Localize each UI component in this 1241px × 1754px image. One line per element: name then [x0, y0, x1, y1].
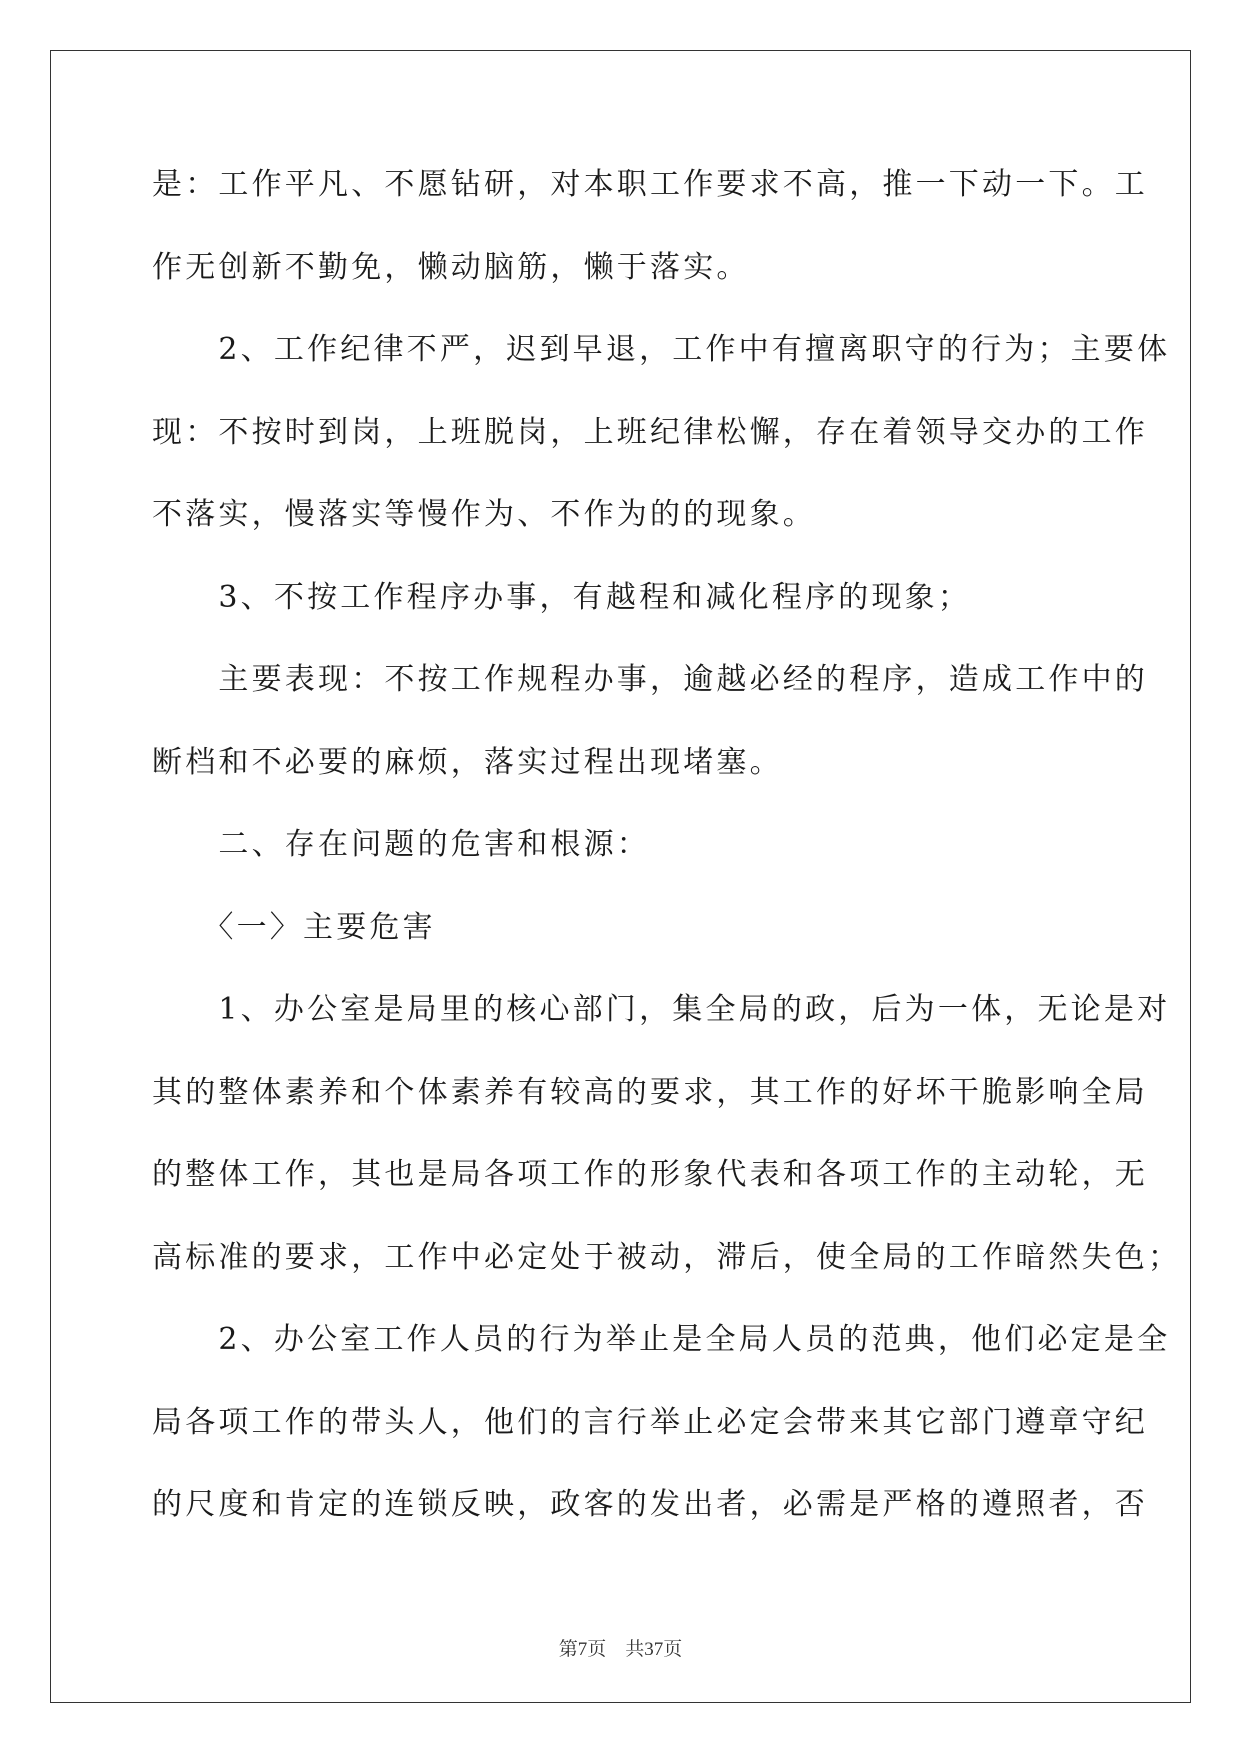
text-line: 不落实，慢落实等慢作为、不作为的的现象。 [152, 497, 816, 532]
document-body [152, 155, 1182, 1558]
text-line: 2、办公室工作人员的行为举止是全局人员的范典，他们必定是全 [152, 1322, 1171, 1357]
text-line: 的尺度和肯定的连锁反映，政客的发出者，必需是严格的遵照者，否 [152, 1487, 1148, 1522]
section-heading: 二、存在问题的危害和根源： [152, 827, 650, 862]
text-line: 主要表现：不按工作规程办事，逾越必经的程序，造成工作中的 [152, 662, 1148, 697]
text-line: 3、不按工作程序办事，有越程和减化程序的现象； [152, 579, 972, 615]
text-line: 是：工作平凡、不愿钻研，对本职工作要求不高，推一下动一下。工 [152, 167, 1148, 202]
text-line: 1、办公室是局里的核心部门，集全局的政，后为一体，无论是对 [152, 992, 1171, 1027]
text-line: 的整体工作，其也是局各项工作的形象代表和各项工作的主动轮，无 [152, 1157, 1148, 1192]
text-line: 现：不按时到岗，上班脱岗，上班纪律松懈，存在着领导交办的工作 [152, 414, 1148, 450]
text-line: 局各项工作的带头人，他们的言行举止必定会带来其它部门遵章守纪 [152, 1404, 1148, 1440]
subsection-heading: 〈一〉主要危害 [152, 909, 436, 945]
text-line: 高标准的要求，工作中必定处于被动，滞后，使全局的工作暗然失色； [152, 1239, 1182, 1275]
text-line: 作无创新不勤免，懒动脑筋，懒于落实。 [152, 249, 750, 285]
text-line: 其的整体素养和个体素养有较高的要求，其工作的好坏干脆影响全局 [152, 1074, 1148, 1110]
text-line: 2、工作纪律不严，迟到早退，工作中有擅离职守的行为；主要体 [152, 332, 1171, 367]
text-line: 断档和不必要的麻烦，落实过程出现堵塞。 [152, 744, 783, 780]
page-number-footer: 第7页 共37页 [558, 1639, 683, 1660]
